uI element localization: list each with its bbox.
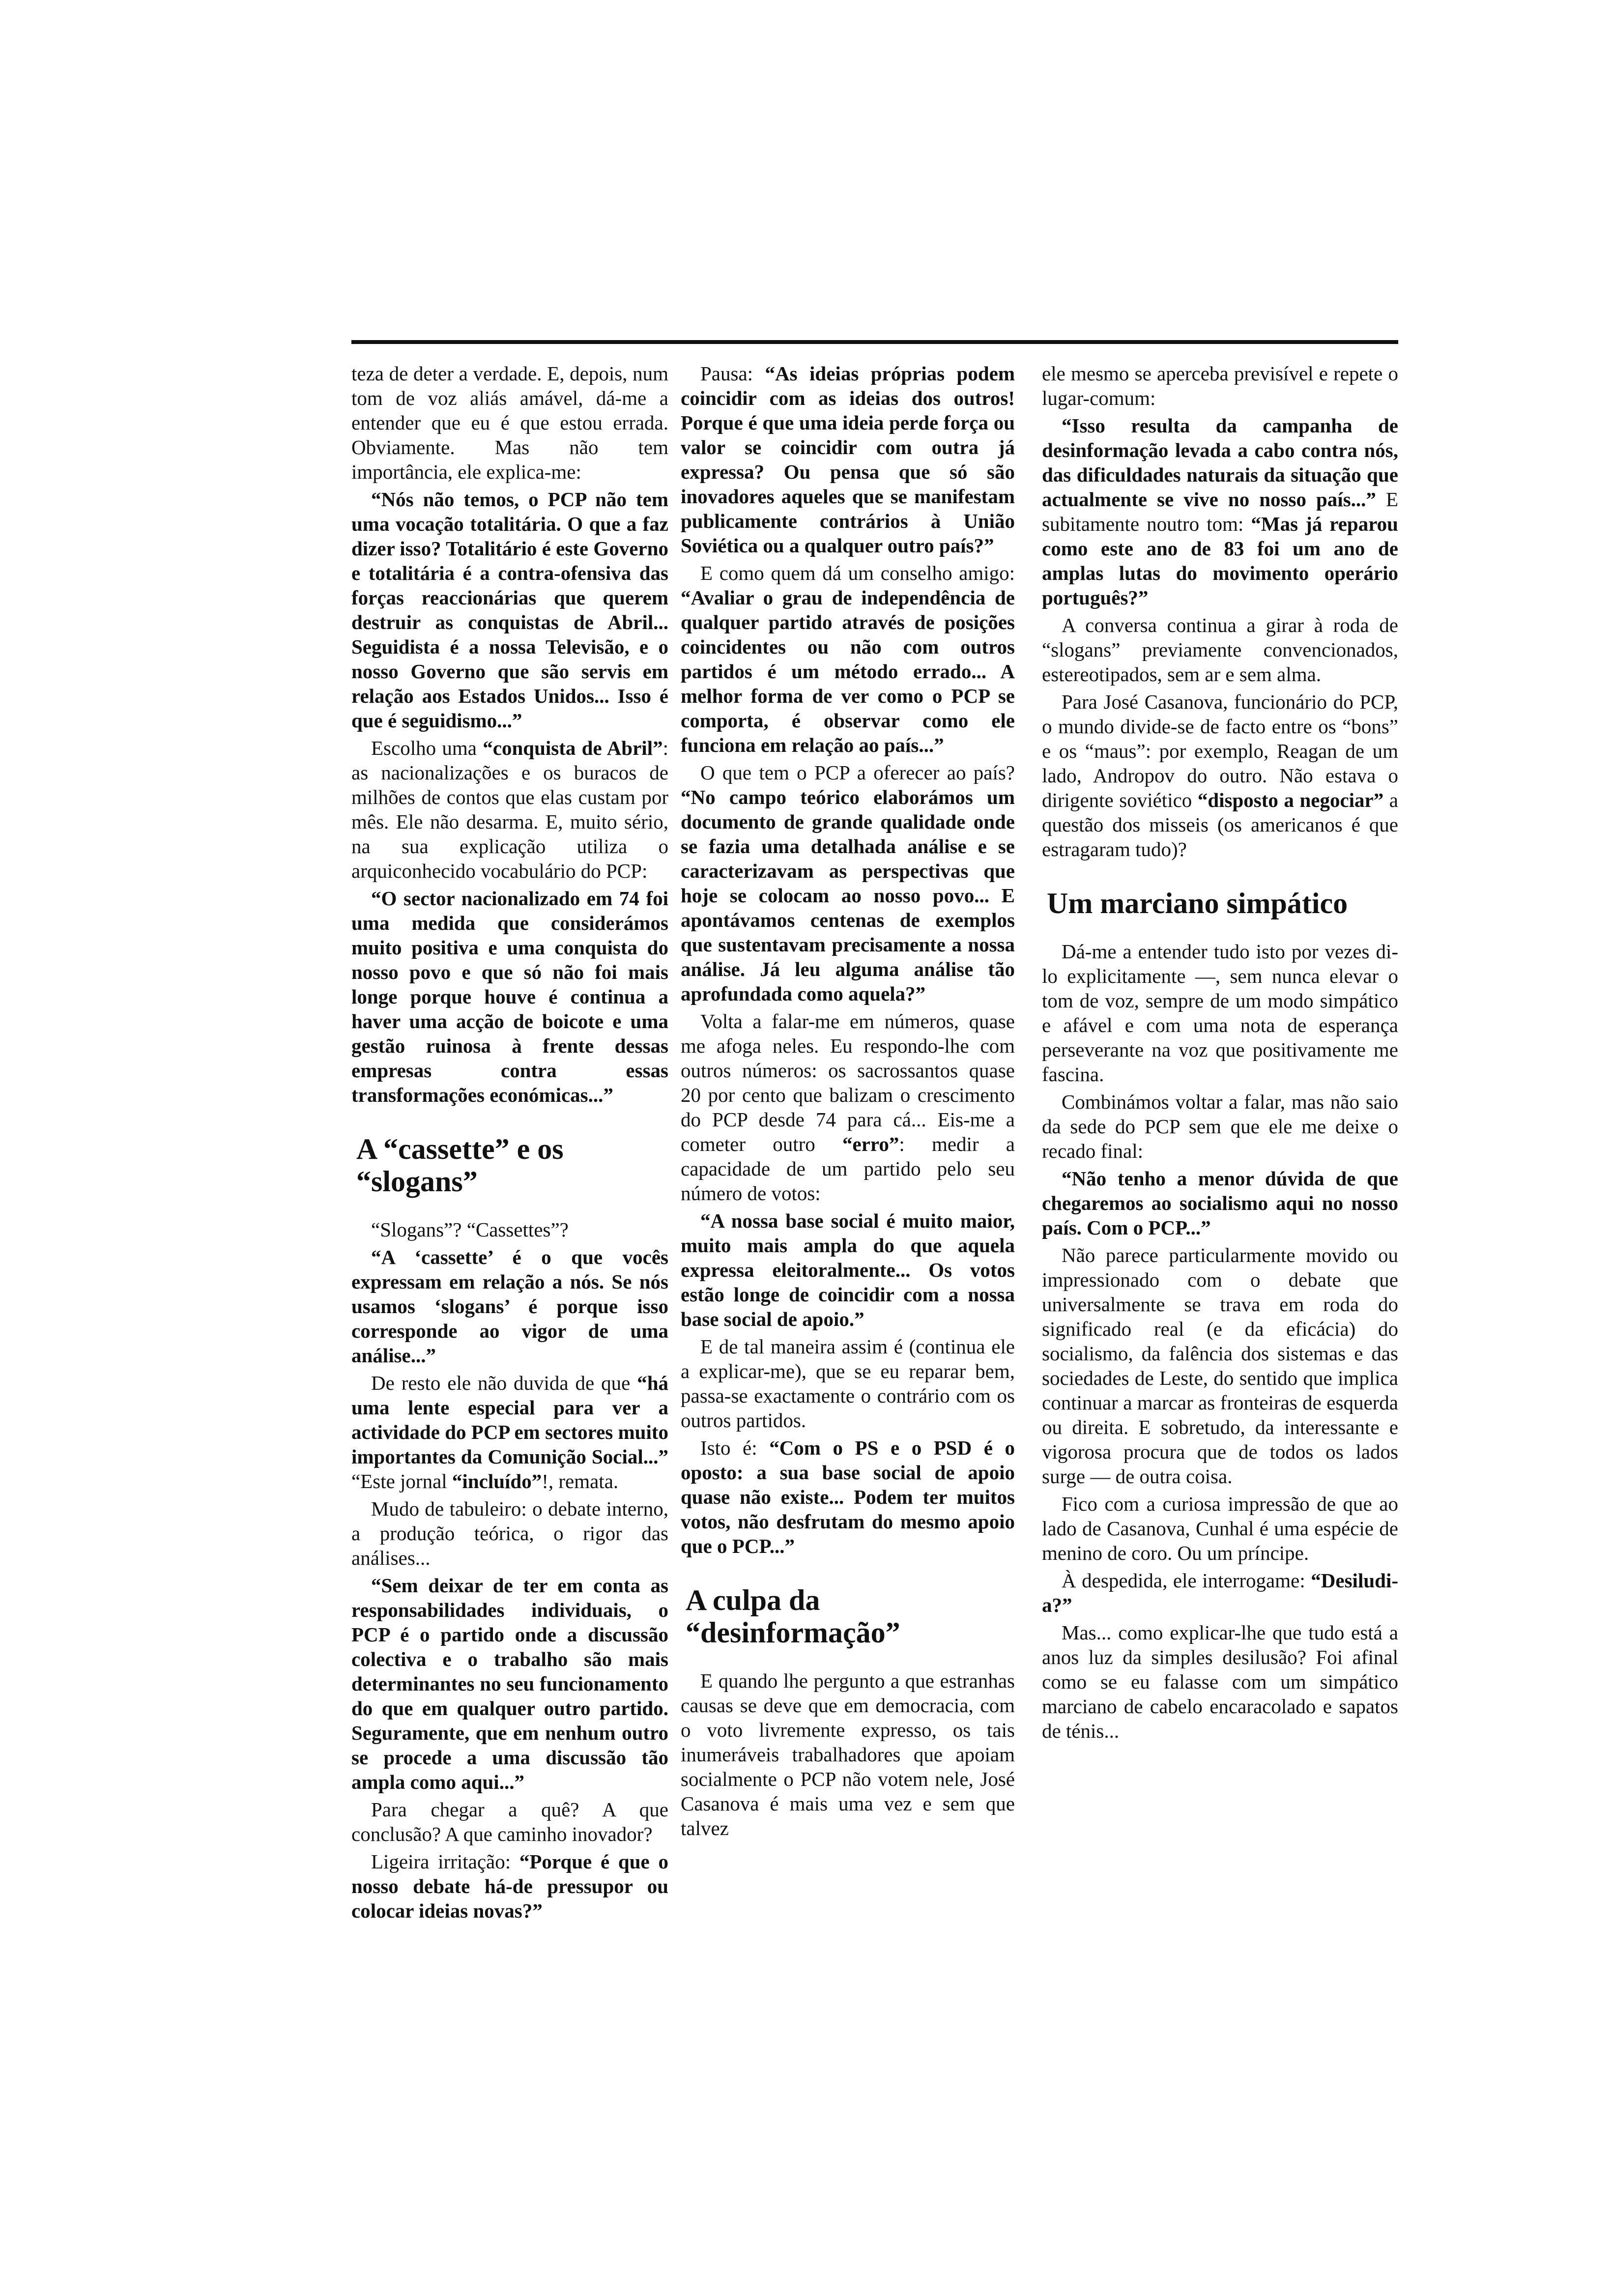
paragraph [1042, 1568, 1398, 1617]
quote-paragraph [351, 886, 668, 1107]
paragraph: Mudo de tabuleiro: o debate interno, a produção teórica, o rigor das análises... [351, 1497, 668, 1569]
quote-text: “O sector nacionalizado em 74 foi uma medida que considerámos muito positiva e uma conquista do nosso povo e que só não foi mais longe porque houve é continua a haver uma acção de boicote e uma gestão ruinosa à frente dessas empresas contra essas transformações económicas...” [351, 887, 668, 1106]
text-run: Para José Casanova, funcionário do PCP, o mundo divide-se de facto entre os “bons” e os “maus”: por exemplo, Reagan de um lado, Andropov do outro. Não estava o dirigente soviético [1042, 690, 1398, 811]
quote-text: “As ideias próprias podem coincidir com as ideias dos outros! Porque é que uma ideia perde força ou valor se coincidir com outra já expressa? Ou pensa que só são inovadores aqueles que se manifestam publicamente contrários à União Soviética ou a qualquer outro país?” [681, 362, 1015, 557]
text-run: O que tem o PCP a oferecer ao país? [700, 761, 1015, 784]
quote-text: “Mas já reparou como este ano de 83 foi um ano de amplas lutas do movimento operário português?” [1042, 513, 1398, 609]
paragraph [681, 361, 1015, 558]
column-3 [1042, 361, 1398, 1746]
quote-paragraph [351, 1573, 668, 1794]
text-run: E como quem dá um conselho amigo: [700, 562, 1015, 584]
paragraph: Fico com a curiosa impressão de que ao lado de Casanova, Cunhal é uma espécie de menino de coro. Ou um príncipe. [1042, 1492, 1398, 1564]
text-run: : as nacionalizações e os buracos de milhões de contos que elas custam por mês. Ele não desarma. E, muito sério, na sua explicação utiliza o arquiconhecido vocabulário do PCP: [351, 737, 668, 882]
quote-text: “No campo teórico elaborámos um documento de grande qualidade onde se fazia uma detalhada análise e se caracterizavam as perspectivas que hoje se colocam ao nosso povo... E apontávamos centenas de exemplos que sustentavam precisamente a nossa análise. Já leu alguma análise tão aprofundada como aquela?” [681, 786, 1015, 1005]
quote-text: “Isso resulta da campanha de desinformação levada a cabo contra nós, das dificuldades naturais da situação que actualmente se vive no nosso país...” [1042, 414, 1398, 511]
text-run: Isto é: [700, 1436, 770, 1459]
quote-text: “erro” [842, 1133, 899, 1155]
quote-text: “conquista de Abril” [483, 737, 663, 759]
quote-text: “Não tenho a menor dúvida de que chegaremos ao socialismo aqui no nosso país. Com o PCP...” [1042, 1167, 1398, 1239]
paragraph [681, 561, 1015, 757]
paragraph: Dá-me a entender tudo isto por vezes di-lo explicitamente —, sem nunca elevar o tom de voz, sempre de um modo simpático e afável e com uma nota de esperança perseverante na voz que positivamente me fascina. [1042, 940, 1398, 1086]
paragraph: ele mesmo se aperceba previsível e repete o lugar-comum: [1042, 362, 1398, 409]
paragraph [681, 1435, 1015, 1558]
column-1 [351, 361, 668, 1926]
paragraph [681, 1009, 1015, 1205]
paragraph: E quando lhe pergunto a que estranhas causas se deve que em democracia, com o voto livremente expresso, os tais inumeráveis trabalhadores que apoiam socialmente o PCP não votem nele, José Casanova é mais uma vez e sem que talvez [681, 1669, 1015, 1839]
text-run: “Este jornal [351, 1470, 452, 1492]
paragraph: Combinámos voltar a falar, mas não saio da sede do PCP sem que ele me deixe o recado final: [1042, 1091, 1398, 1162]
section-heading: Um marciano simpático [1047, 887, 1348, 919]
text-run: À despedida, ele interrogame: [1062, 1569, 1311, 1592]
quote-text: “Desiludi-a?” [1042, 1569, 1398, 1616]
quote-paragraph [351, 1245, 668, 1368]
quote-text: “A ‘cassette’ é o que vocês expressam em relação a nós. Se nós usamos ‘slogans’ é porque isso corresponde ao vigor de uma análise...” [351, 1246, 668, 1367]
column-2 [681, 361, 1015, 1843]
quote-text: “Sem deixar de ter em conta as responsabilidades individuais, o PCP é o partido onde a discussão colectiva e o trabalho são mais determinantes no seu funcionamento do que em qualquer outro partido. Seguramente, que em nenhum outro se procede a uma discussão tão ampla como aqui...” [351, 1574, 668, 1793]
text-run: Escolho uma [371, 737, 483, 759]
paragraph: “Slogans”? “Cassettes”? [371, 1218, 569, 1241]
paragraph: Mas... como explicar-lhe que tudo está a anos luz da simples desilusão? Foi afinal como se eu falasse com um simpático marciano de cabelo encaracolado e sapatos de ténis... [1042, 1621, 1398, 1742]
quote-text: “Porque é que o nosso debate há-de pressupor ou colocar ideias novas?” [351, 1850, 669, 1922]
text-run: Pausa: [700, 362, 765, 385]
quote-text: “incluído” [452, 1470, 542, 1492]
paragraph [351, 1371, 668, 1493]
paragraph [351, 1849, 668, 1923]
paragraph [681, 760, 1015, 1006]
text-run: !, remata. [542, 1470, 619, 1492]
quote-paragraph [351, 487, 668, 733]
text-run: Volta a falar-me em números, quase me afoga neles. Eu respondo-lhe com outros números: os sacrossantos quase 20 por cento que balizam o crescimento do PCP desde 74 para cá... Eis-me a cometer outro [681, 1010, 1015, 1155]
paragraph [1042, 689, 1398, 861]
text-run: Ligeira irritação: [371, 1850, 519, 1873]
paragraph: A conversa continua a girar à roda de “slogans” previamente convencionados, estereotipados, sem ar e sem alma. [1042, 614, 1398, 686]
text-run: : medir a capacidade de um partido pelo seu número de votos: [681, 1133, 1015, 1205]
text-run: De resto ele não duvida de que [371, 1372, 637, 1394]
quote-paragraph [1042, 1166, 1398, 1240]
quote-text: “Avaliar o grau de independência de qualquer partido através de posições coincidentes ou não com outros partidos é um método errado... A melhor forma de ver como o PCP se comporta, é observar como ele funciona em relação ao país...” [681, 586, 1015, 756]
text-run: E subitamente noutro tom: [1042, 488, 1398, 535]
top-rule [351, 340, 1398, 344]
paragraph: Para chegar a quê? A que conclusão? A que caminho inovador? [351, 1798, 668, 1845]
section-heading: A “cassette” e os “slogans” [356, 1133, 564, 1198]
paragraph [1042, 413, 1398, 610]
quote-text: “Com o PS e o PSD é o oposto: a sua base social de apoio quase não existe... Podem ter muitos votos, não desfrutam do mesmo apoio que o PCP...” [681, 1436, 1015, 1557]
paragraph [351, 736, 668, 883]
section-heading: A culpa da “desinformação” [686, 1584, 900, 1649]
quote-text: “A nossa base social é muito maior, muito mais ampla do que aquela expressa eleitoralmente... Os votos estão longe de coincidir com a nossa base social de apoio.” [681, 1209, 1015, 1330]
quote-text: “disposto a negociar” [1197, 789, 1384, 811]
quote-text: “Nós não temos, o PCP não tem uma vocação totalitária. O que a faz dizer isso? Totalitário é este Governo e totalitária é a contra-ofensiva das forças reaccionárias que querem destruir as conquistas de Abril... Seguidista é a nossa Televisão, e o nosso Governo que são servis em relação aos Estados Unidos... Isso é que é seguidismo...” [351, 488, 668, 732]
paragraph: E de tal maneira assim é (continua ele a explicar-me), que se eu reparar bem, passa-se exactamente o contrário com os outros partidos. [681, 1335, 1015, 1432]
quote-text: “há uma lente especial para ver a actividade do PCP em sectores muito importantes da Comunição Social...” [351, 1372, 668, 1468]
paragraph: teza de deter a verdade. E, depois, num tom de voz aliás amável, dá-me a entender que eu é que estou errada. Obviamente. Mas não tem importância, ele explica-me: [351, 362, 668, 483]
paragraph: Não parece particularmente movido ou impressionado com o debate que universalmente se trava em roda do significado real (e da eficácia) do socialismo, da falência dos sistemas e das sociedades de Leste, do sentido que implica continuar a marcar as fronteiras de esquerda ou direita. E sobretudo, da interessante e vigorosa procura que de todos os lados surge — de outra coisa. [1042, 1244, 1398, 1488]
text-run: a questão dos misseis (os americanos é que estragaram tudo)? [1042, 789, 1398, 861]
quote-paragraph [681, 1208, 1015, 1331]
